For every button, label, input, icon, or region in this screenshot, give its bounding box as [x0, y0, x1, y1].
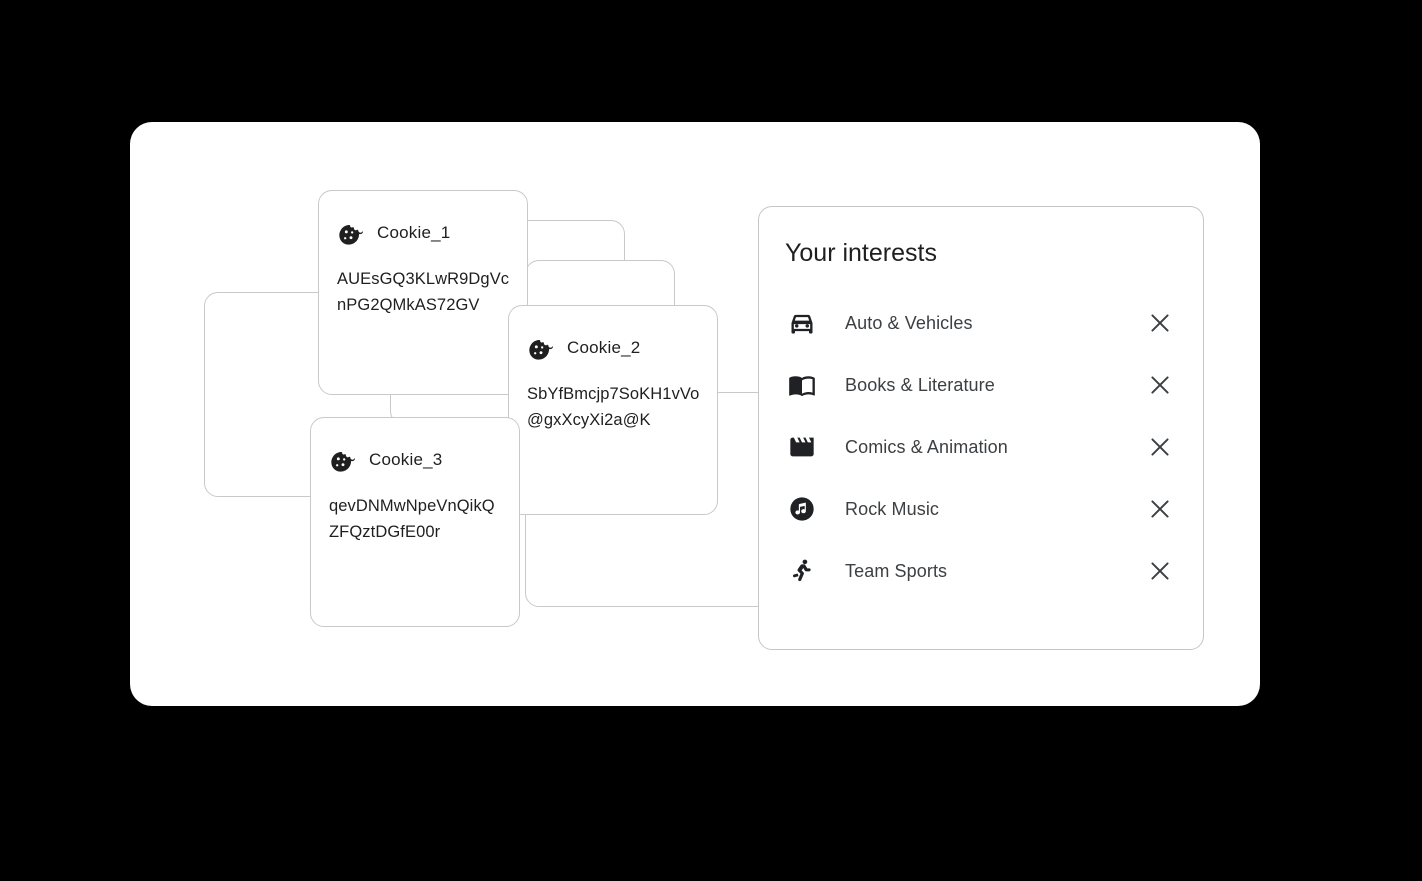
close-icon[interactable] — [1143, 492, 1177, 526]
cookie-cluster — [200, 192, 760, 652]
list-item[interactable] — [759, 478, 1203, 540]
close-icon[interactable] — [1143, 554, 1177, 588]
cookie-card-value: SbYfBmcjp7SoKH1vVo@gxXcyXi2a@K — [527, 385, 700, 429]
clapper-icon — [785, 433, 819, 461]
cookie-card-title: Cookie_1 — [377, 223, 451, 242]
cookie-card[interactable] — [318, 190, 528, 395]
main-panel — [130, 122, 1260, 706]
cookie-card-header — [311, 418, 519, 474]
cookie-card-value: AUEsGQ3KLwR9DgVcnPG2QMkAS72GV — [337, 270, 510, 314]
close-icon[interactable] — [1143, 368, 1177, 402]
list-item[interactable] — [759, 292, 1203, 354]
list-item[interactable] — [759, 540, 1203, 602]
cookie-card[interactable] — [310, 417, 520, 627]
interests-title: Your interests — [785, 239, 937, 267]
cookie-card[interactable] — [508, 305, 718, 515]
cookie-card-value: qevDNMwNpeVnQikQZFQztDGfE00r — [329, 497, 495, 541]
cookie-card-title: Cookie_3 — [369, 450, 443, 469]
music-note-icon — [785, 495, 819, 523]
interest-label: Rock Music — [845, 498, 940, 519]
runner-icon — [785, 557, 819, 585]
interests-list — [759, 292, 1203, 602]
cookie-card-title: Cookie_2 — [567, 338, 641, 357]
interest-label: Comics & Animation — [845, 436, 1008, 457]
list-item[interactable] — [759, 354, 1203, 416]
cookie-card-header — [509, 306, 717, 362]
book-icon — [785, 371, 819, 399]
car-icon — [785, 309, 819, 337]
list-item[interactable] — [759, 416, 1203, 478]
close-icon[interactable] — [1143, 430, 1177, 464]
interest-label: Books & Literature — [845, 374, 995, 395]
interest-label: Team Sports — [845, 560, 948, 581]
interest-label: Auto & Vehicles — [845, 312, 973, 333]
cookie-icon — [337, 219, 365, 247]
cookie-icon — [527, 334, 555, 362]
close-icon[interactable] — [1143, 306, 1177, 340]
cookie-card-header — [319, 191, 527, 247]
interests-card — [758, 206, 1204, 650]
cookie-icon — [329, 446, 357, 474]
